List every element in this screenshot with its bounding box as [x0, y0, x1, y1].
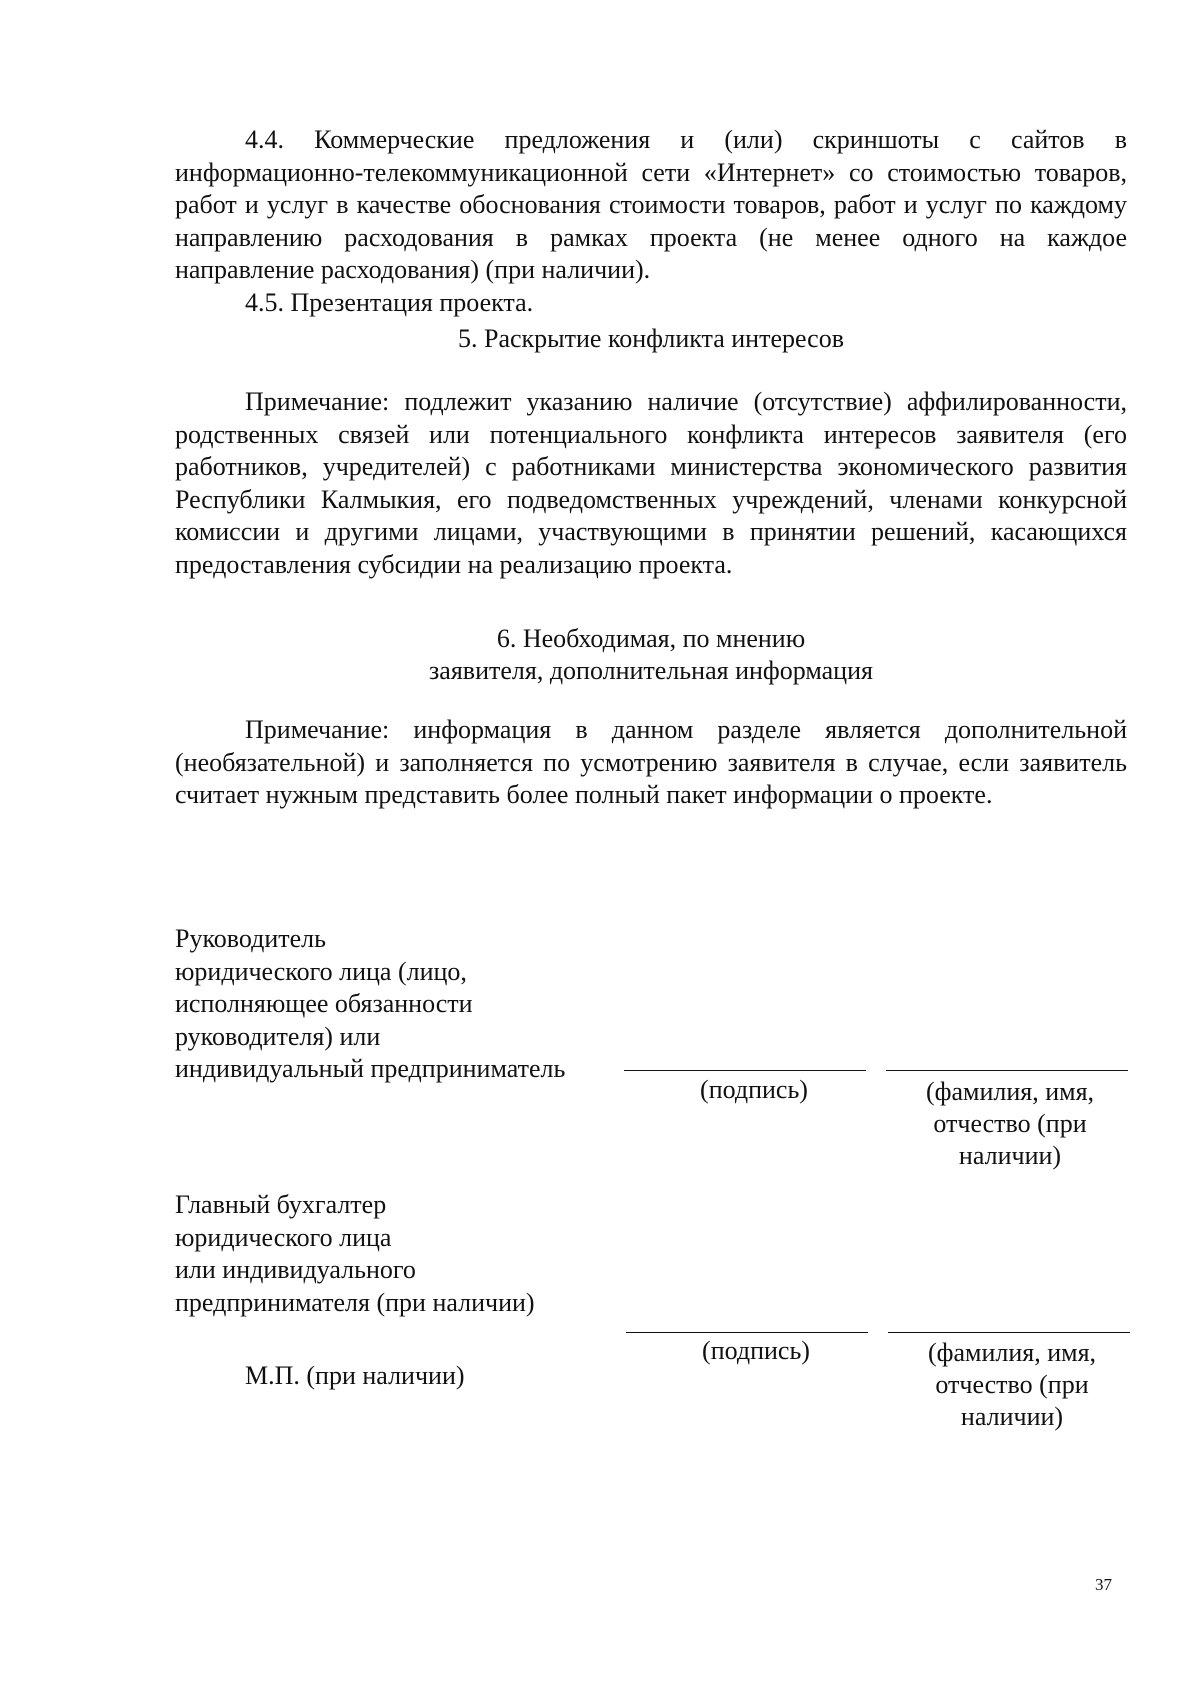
head-label-line: руководителя) или: [175, 1021, 381, 1051]
head-label-line: юридического лица (лицо,: [175, 956, 467, 986]
caption-line: отчество (при: [933, 1109, 1087, 1138]
section-5-note: Примечание: подлежит указанию наличие (отсутствие) аффилированности, родственных связей или потенциального конфликта интересов заявителя (его работников, учредителей) с работниками министерства экономического развития Республики Калмыкия, его подведомственных учреждений, членами конкурсной комиссии и другими лицами, участвующими в принятии решений, касающихся предоставления субсидии на реализацию проекта.: [175, 387, 1127, 579]
caption-line: наличии): [960, 1402, 1064, 1431]
head-signature-line: [624, 1070, 866, 1071]
caption-line: наличии): [958, 1141, 1062, 1170]
section-6-heading-line-1: 6. Необходимая, по мнению: [496, 624, 806, 653]
section-5-note-block: [175, 386, 1127, 581]
head-label-line: Руководитель: [175, 924, 326, 953]
head-label-line: исполняющее обязанности: [175, 989, 473, 1018]
caption-line: (фамилия, имя,: [927, 1338, 1097, 1367]
section-6-note: Примечание: информация в данном разделе является дополнительной (необязательной) и заполняется по усмотрению заявителя в случае, если заявитель считает нужным представить более полный пакет информации о проекте.: [175, 715, 1127, 809]
head-label-line: индивидуальный предприниматель: [175, 1054, 566, 1083]
accountant-signatory-label: [175, 1189, 535, 1319]
accountant-label-line: юридического лица: [175, 1222, 392, 1252]
head-name-line: [886, 1070, 1128, 1071]
accountant-name-line: [888, 1332, 1130, 1333]
accountant-signature-caption: (подпись): [702, 1336, 810, 1365]
section-6-heading: [175, 623, 1127, 687]
section-5-heading: 5. Раскрытие конфликта интересов: [457, 324, 844, 353]
accountant-label-line: или индивидуального: [175, 1255, 416, 1284]
item-4-5: 4.5. Презентация проекта.: [245, 287, 534, 317]
section-4-items: [175, 124, 1127, 319]
head-signature-caption: (подпись): [700, 1075, 808, 1104]
accountant-label-line: предпринимателя (при наличии): [175, 1287, 535, 1317]
page-number: 37: [1095, 1575, 1112, 1594]
stamp-placeholder: М.П. (при наличии): [245, 1361, 465, 1390]
head-name-caption: [900, 1076, 1120, 1172]
section-6-heading-line-2: заявителя, дополнительная информация: [429, 656, 873, 685]
caption-line: (фамилия, имя,: [925, 1077, 1095, 1106]
caption-line: отчество (при: [935, 1370, 1089, 1399]
accountant-name-caption: [902, 1337, 1122, 1433]
section-6-note-block: [175, 714, 1127, 812]
accountant-signature-line: [626, 1332, 868, 1333]
item-4-4: 4.4. Коммерческие предложения и (или) скриншоты с сайтов в информационно-телекоммуникационной сети «Интернет» со стоимостью товаров, работ и услуг в качестве обоснования стоимости товаров, работ и услуг по каждому направлению расходования в рамках проекта (не менее одного на каждое направление расходования) (при наличии).: [175, 125, 1127, 284]
accountant-label-line: Главный бухгалтер: [175, 1190, 387, 1219]
head-signatory-label: [175, 923, 565, 1086]
